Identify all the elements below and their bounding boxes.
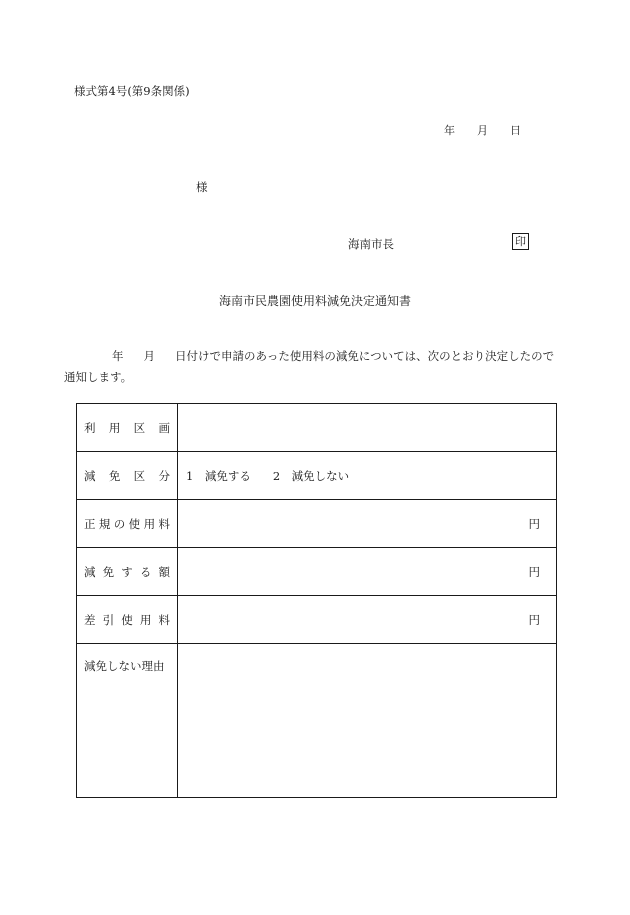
reduction-type-value-cell [178, 452, 557, 500]
table-row-rejection-reason [77, 644, 557, 798]
net-fee-label: 差 引 使 用 料 [84, 612, 170, 627]
table-row-net-fee [77, 596, 557, 644]
reduction-option-1: 1 減免する [186, 468, 251, 483]
issuer-title: 海南市長 [348, 237, 394, 251]
date-day-label: 日 [510, 124, 521, 137]
table-row-regular-fee [77, 500, 557, 548]
net-fee-value-cell [178, 596, 557, 644]
addressee-suffix: 様 [196, 180, 208, 194]
reduction-type-label: 減 免 区 分 [84, 468, 170, 483]
body-year-label: 年 [112, 349, 124, 363]
seal-mark: 印 [512, 233, 529, 250]
date-month-label: 月 [477, 124, 488, 137]
plot-value-cell [178, 404, 557, 452]
date-year-label: 年 [444, 124, 455, 137]
plot-label: 利 用 区 画 [84, 420, 170, 435]
reduction-amount-label-cell [77, 548, 178, 596]
body-main-text: 日付けで申請のあった使用料の減免については、次のとおり決定したので通知します。 [64, 349, 555, 384]
rejection-reason-label-cell [77, 644, 178, 798]
form-number: 様式第4号(第9条関係) [74, 84, 190, 98]
document-title: 海南市民農園使用料減免決定通知書 [218, 294, 411, 308]
regular-fee-value-cell [178, 500, 557, 548]
regular-fee-unit: 円 [528, 516, 540, 531]
reduction-option-2: 2 減免しない [272, 468, 350, 483]
net-fee-unit: 円 [528, 612, 540, 627]
reduction-amount-value-cell [178, 548, 557, 596]
plot-label-cell [77, 404, 178, 452]
reduction-amount-unit: 円 [528, 564, 540, 579]
rejection-reason-value-cell [178, 644, 557, 798]
reduction-amount-label: 減 免 す る 額 [84, 564, 170, 579]
regular-fee-label: 正 規 の 使 用 料 [84, 516, 170, 531]
regular-fee-label-cell [77, 500, 178, 548]
body-month-label: 月 [143, 349, 155, 363]
reduction-type-label-cell [77, 452, 178, 500]
table-row-plot [77, 404, 557, 452]
body-text [64, 346, 558, 388]
rejection-reason-label: 減免しない理由 [84, 659, 165, 673]
detail-table [76, 403, 557, 798]
date-line [444, 122, 521, 138]
table-row-reduction-amount [77, 548, 557, 596]
table-row-reduction-type [77, 452, 557, 500]
net-fee-label-cell [77, 596, 178, 644]
